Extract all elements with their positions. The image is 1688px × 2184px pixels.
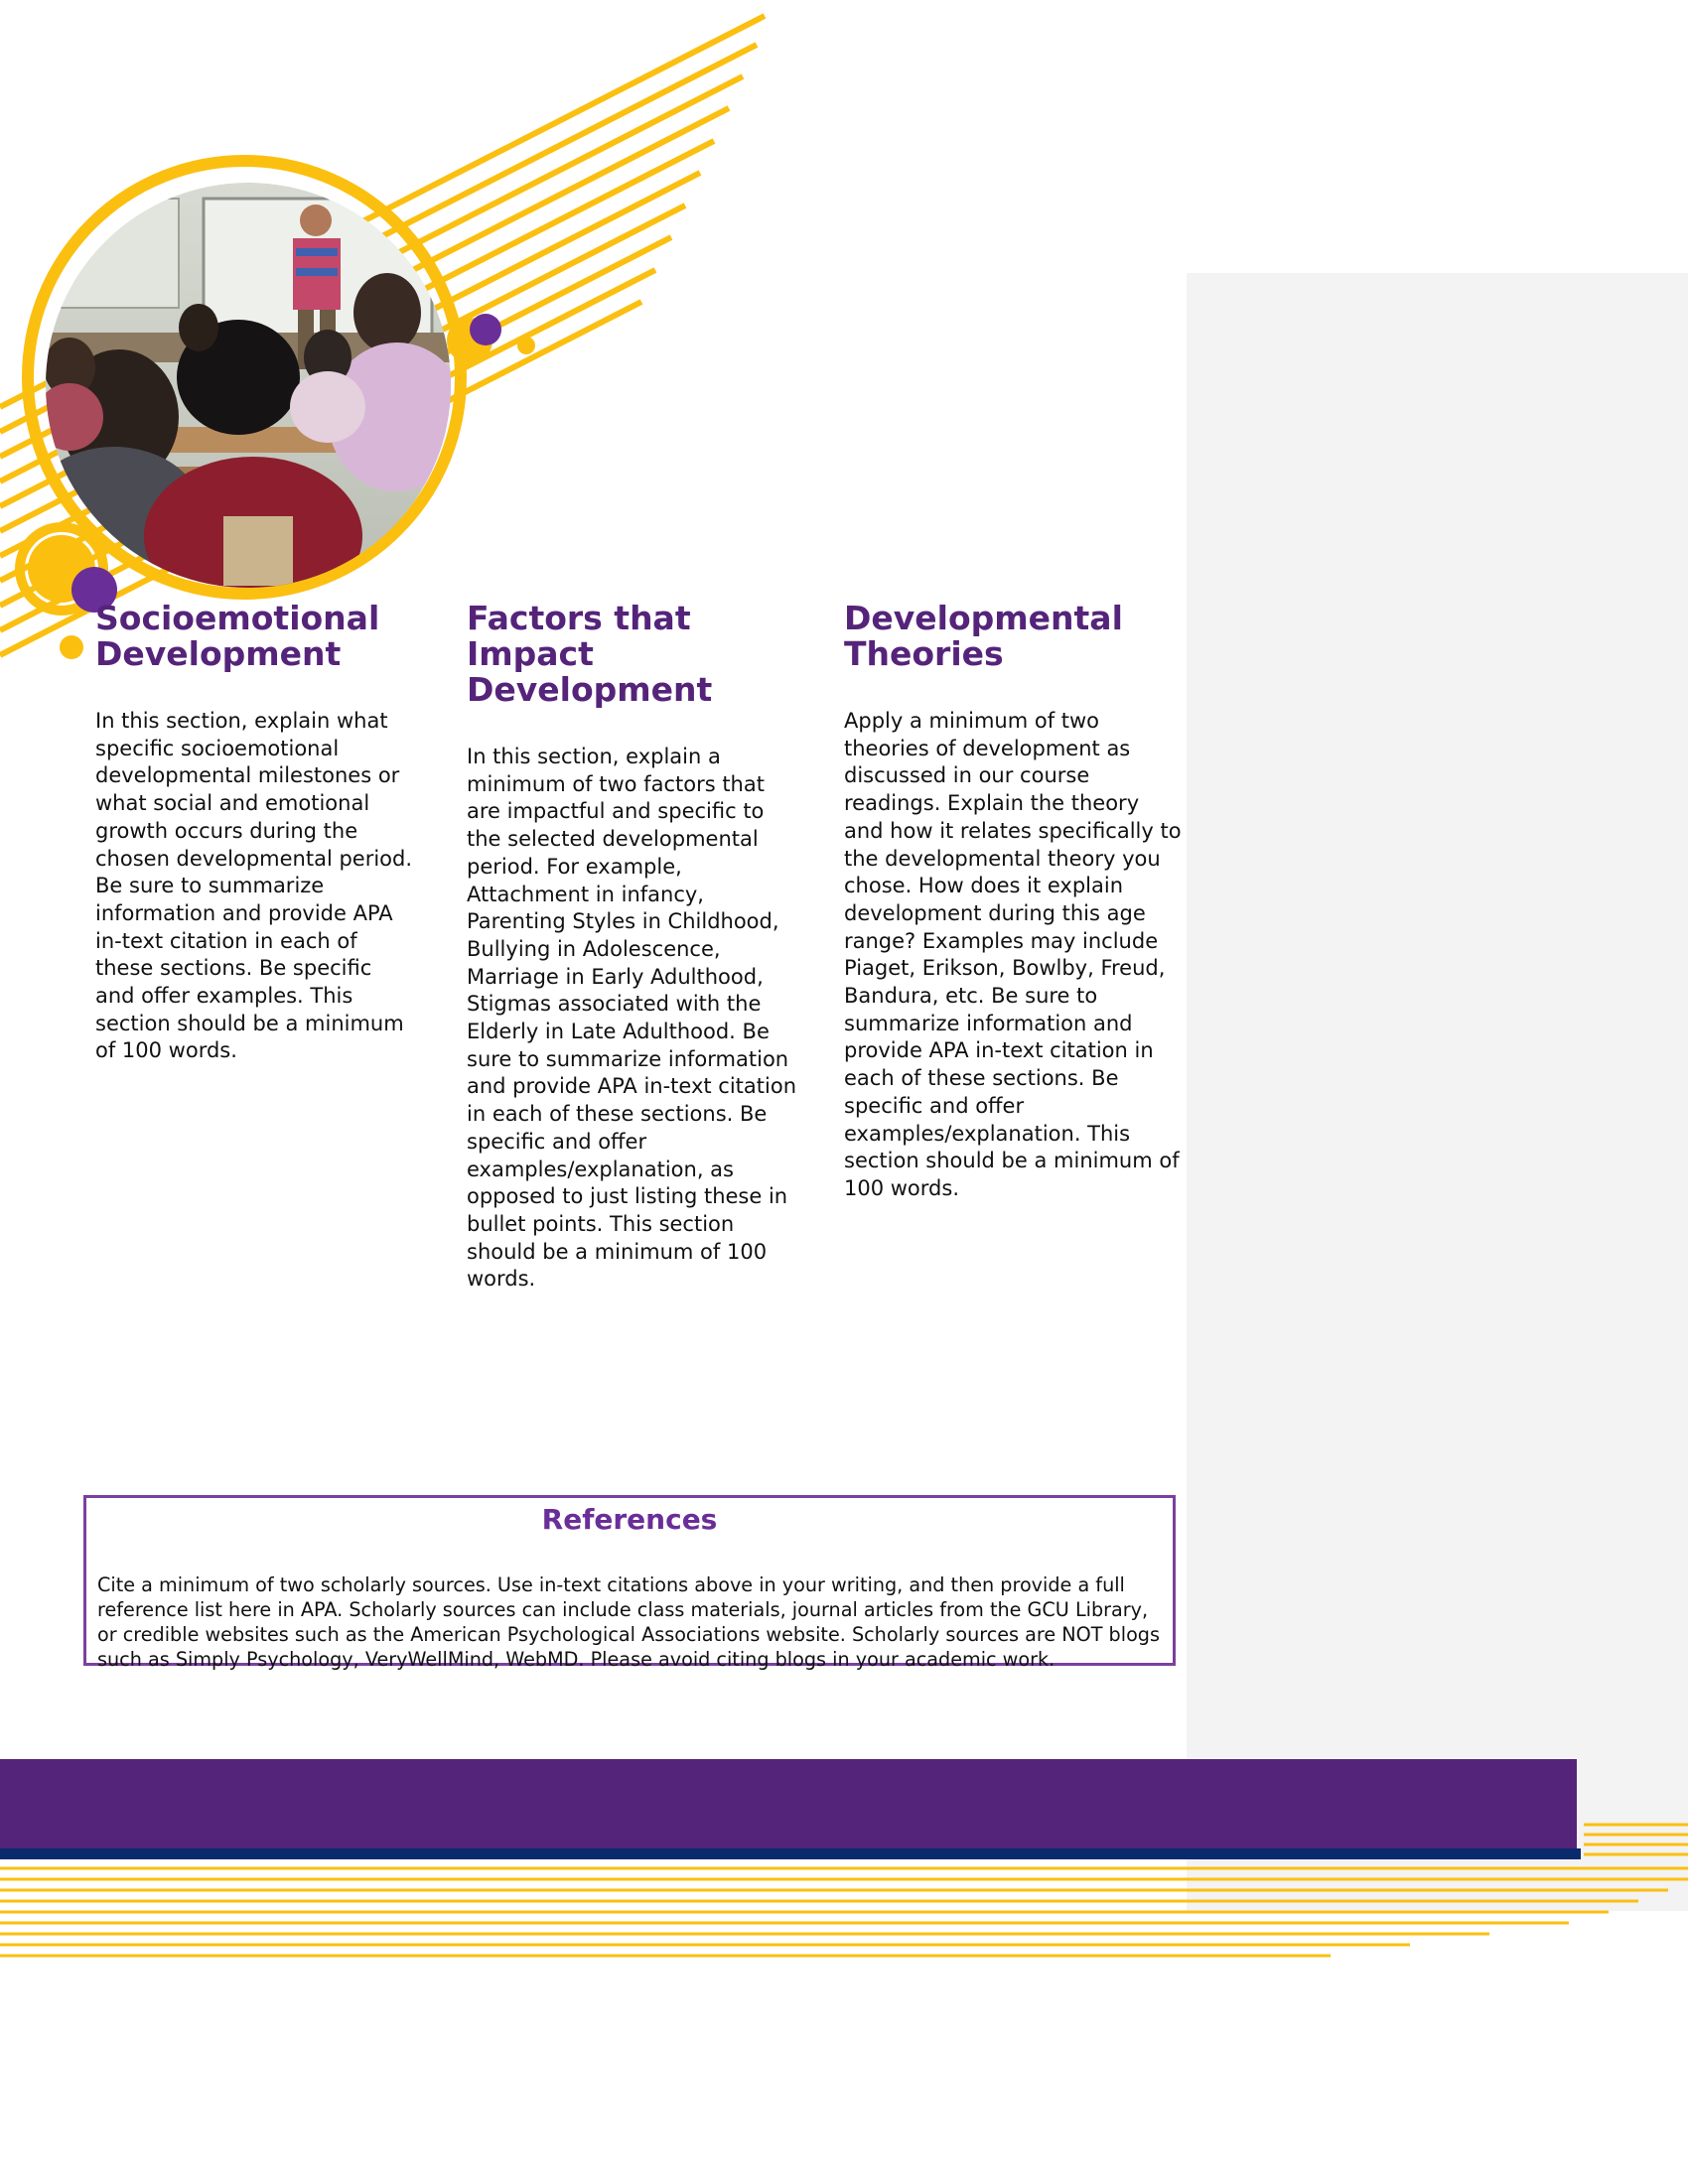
references-title: References [541,1503,718,1536]
column-heading: Socioemotional Development [95,599,380,673]
column-heading: Developmental Theories [844,599,1123,673]
column-socioemotional [95,601,413,1065]
gold-dot-small [517,337,535,354]
footer-purple-band [0,1759,1577,1850]
purple-dot [470,314,501,345]
references-body: Cite a minimum of two scholarly sources. Use in-text citations above in your writing, and then provide a full reference list here in APA. Scholarly sources can include class materials, journal articles from the GCU Library, or credible websites such as the American Psychological Associations website. Scholarly sources are NOT blogs such as Simply Psychology, VeryWellMind, WebMD. Please avoid citing blogs in your academic work. [97,1573,1160,1671]
gold-dot-small [60,635,83,659]
column-body: In this section, explain a minimum of two factors that are impactful and specific to the selected developmental period. For example, Attachment in infancy, Parenting Styles in Childhood, Bullying in Adolescence, Marriage in Early Adulthood, Stigmas associated with the Elderly in Late Adulthood. Be sure to summarize information and provide APA in-text citation in each of these sections. Be specific and offer examples/explanation, as opposed to just listing these in bullet points. This section should be a minimum of 100 words. [467,745,797,1292]
column-heading: Factors that Impact Development [467,599,713,709]
column-factors [467,601,804,1294]
column-theories [844,601,1182,1203]
column-body: Apply a minimum of two theories of development as discussed in our course readings. Explain the theory and how it relates specifically to the developmental theory you chose. How does it explain development during this age range? Examples may include Piaget, Erikson, Bowlby, Freud, Bandura, etc. Be sure to summarize information and provide APA in-text citation in each of these sections. Be specific and offer examples/explanation. This section should be a minimum of 100 words. [844,709,1182,1200]
footer-navy-band [0,1848,1581,1859]
references-box [83,1495,1176,1671]
column-body: In this section, explain what specific socioemotional developmental milestones or what social and emotional growth occurs during the chosen developmental period. Be sure to summarize information and provide APA in-text citation in each of these sections. Be specific and offer examples. This section should be a minimum of 100 words. [95,709,413,1063]
